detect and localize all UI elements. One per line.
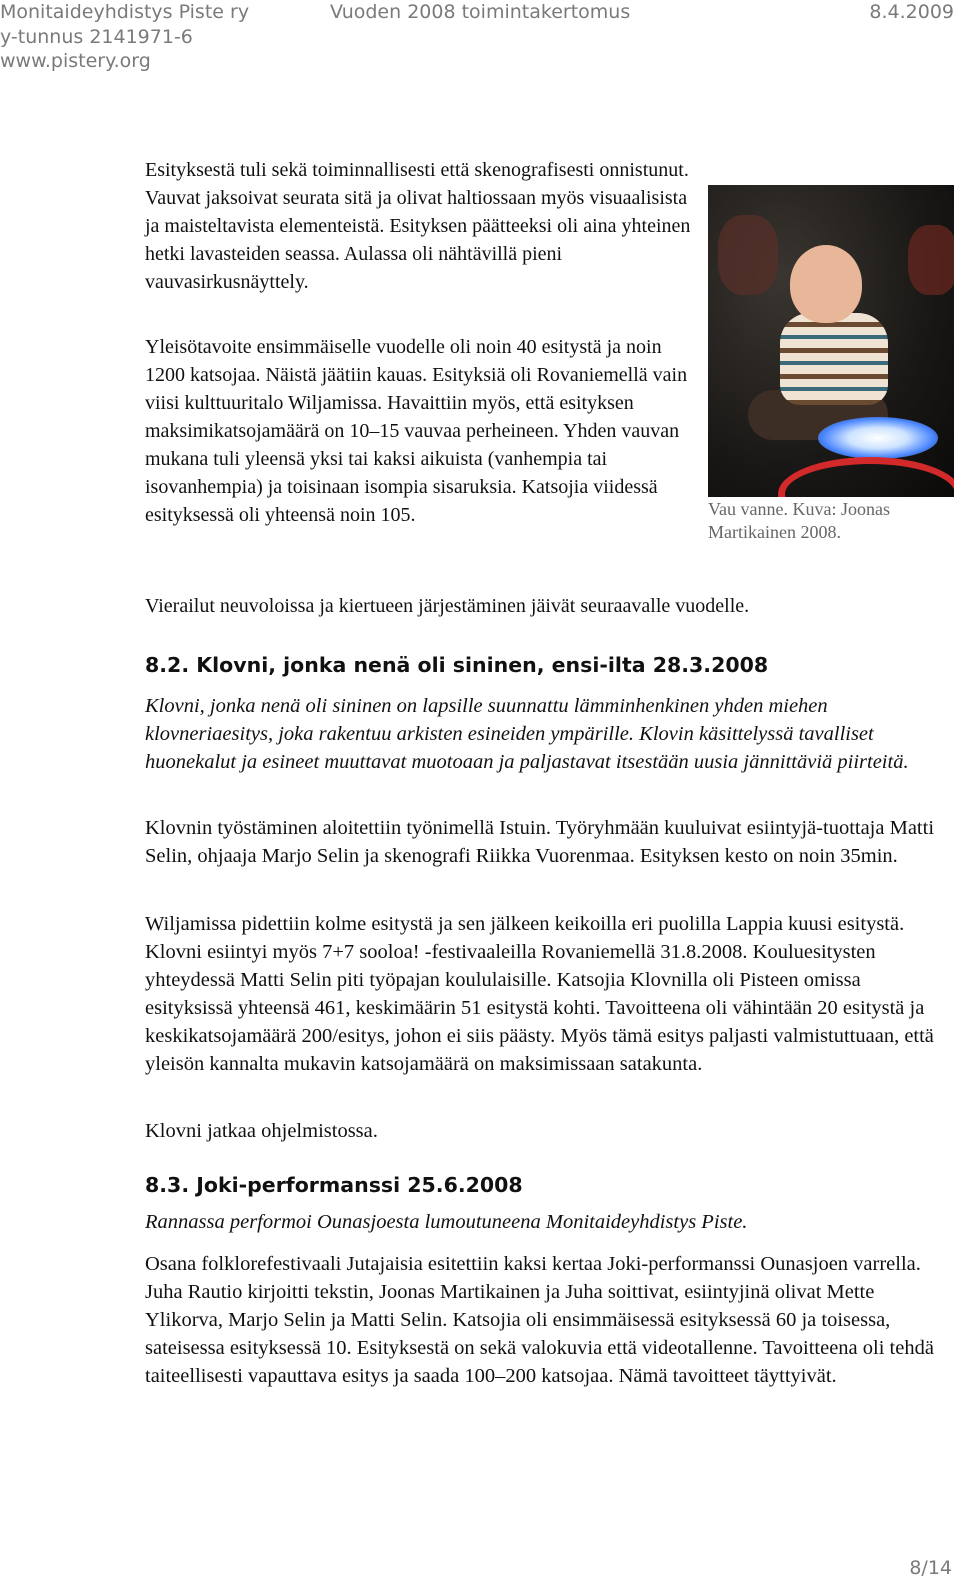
document-title: Vuoden 2008 toimintakertomus — [330, 1, 631, 23]
intro-paragraph-3: Vierailut neuvoloissa ja kiertueen järjestäminen jäivät seuraavalle vuodelle. — [145, 595, 750, 617]
photo-caption: Vau vanne. Kuva: Joonas Martikainen 2008. — [708, 499, 890, 542]
intro-paragraph-2: Yleisötavoite ensimmäiselle vuodelle oli noin 40 esitystä ja noin 1200 katsojaa. Näistä jäätiin kauas. Esityksiä oli Rovaniemellä vain viisi kulttuuritalo Wiljamissa. Havaittiin myös, että esityksen maksimikatsojamäärä on 10–15 vauvaa perheineen. Yhden vauvan mukana tuli yleensä yksi tai kaksi aikuista (vanhempia tai isovanhempia) ja toisinaan isompia sisaruksia. Katsojia viidessä esityksessä oli yhteensä noin 105. — [145, 336, 688, 526]
section-heading-8-3: 8.3. Joki-performanssi 25.6.2008 — [145, 1173, 523, 1197]
page-header — [0, 0, 960, 74]
photo-background-shape — [908, 225, 954, 295]
section-8-2-paragraph-2: Wiljamissa pidettiin kolme esitystä ja sen jälkeen keikoilla eri puolilla Lappia kuusi esitystä. Klovni esiintyi myös 7+7 sooloa! -festivaaleilla Rovaniemellä 31.8.2008. Kouluesitysten yhteydessä Matti Selin piti työpajan koululaisille. Katsojia Klovnilla oli Pisteen omissa esityksissä yhteensä 461, keskimäärin 51 esitystä kohti. Tavoitteena oli vähintään 20 esitystä ja keskikatsojamäärä 200/esitys, johon ei siis päästy. Myös tämä esitys paljasti valmistuttuaan, että yleisön kannalta mukavin katsojamäärä on maksimissaan satakunta. — [145, 913, 934, 1075]
photo-background-shape — [718, 215, 778, 295]
website: www.pistery.org — [0, 50, 151, 72]
photo-baby-body — [780, 313, 888, 405]
photo-baby-head — [790, 245, 862, 323]
photo-light-glow — [818, 417, 938, 459]
photo-red-ring — [778, 457, 954, 497]
section-8-2-paragraph-1: Klovnin työstäminen aloitettiin työnimellä Istuin. Työryhmään kuuluivat esiintyjä-tuottaja Matti Selin, ohjaaja Marjo Selin ja skenografi Riikka Vuorenmaa. Esityksen kesto on noin 35min. — [145, 817, 935, 867]
section-8-2-intro: Klovni, jonka nenä oli sininen on lapsille suunnattu lämminhenkinen yhden miehen klovneriaesitys, joka rakentuu arkisten esineiden ympärille. Klovin käsittelyssä tavalliset huonekalut ja esineet muuttavat muotoaan ja paljastavat itsestään uusia jännittäviä piirteitä. — [145, 695, 909, 773]
organization-name: Monitaideyhdistys Piste ry — [0, 1, 250, 23]
baby-photo — [708, 185, 954, 497]
document-date: 8.4.2009 — [869, 1, 954, 23]
section-8-3-paragraph-1: Osana folklorefestivaali Jutajaisia esitettiin kaksi kertaa Joki-performanssi Ounasjoen varrella. Juha Rautio kirjoitti tekstin, Joonas Martikainen ja Juha soittivat, esiintyjinä olivat Mette Ylikorva, Marjo Selin ja Matti Selin. Katsojia oli ensimmäisessä esityksessä 60 ja toisessa, sateisessa esityksessä 10. Esityksestä on sekä valokuvia että videotallenne. Tavoitteena oli tehdä taiteellisesti vapauttava esitys ja saada 100–200 katsojaa. Nämä tavoitteet täyttyivät. — [145, 1253, 934, 1387]
section-heading-8-2: 8.2. Klovni, jonka nenä oli sininen, ensi-ilta 28.3.2008 — [145, 653, 769, 677]
business-id: y-tunnus 2141971-6 — [0, 25, 193, 48]
page-number: 8/14 — [909, 1557, 952, 1579]
section-8-2-paragraph-3: Klovni jatkaa ohjelmistossa. — [145, 1120, 378, 1142]
intro-paragraph-1: Esityksestä tuli sekä toiminnallisesti että skenografisesti onnistunut. Vauvat jaksoivat seurata sitä ja olivat haltiossaan myös visuaalisista ja maisteltavista elementeistä. Esityksen päätteeksi oli aina yhteinen hetki lavasteiden seassa. Aulassa oli nähtävillä pieni vauvasirkusnäyttely. — [145, 159, 691, 293]
section-8-3-intro: Rannassa performoi Ounasjoesta lumoutuneena Monitaideyhdistys Piste. — [145, 1211, 748, 1233]
